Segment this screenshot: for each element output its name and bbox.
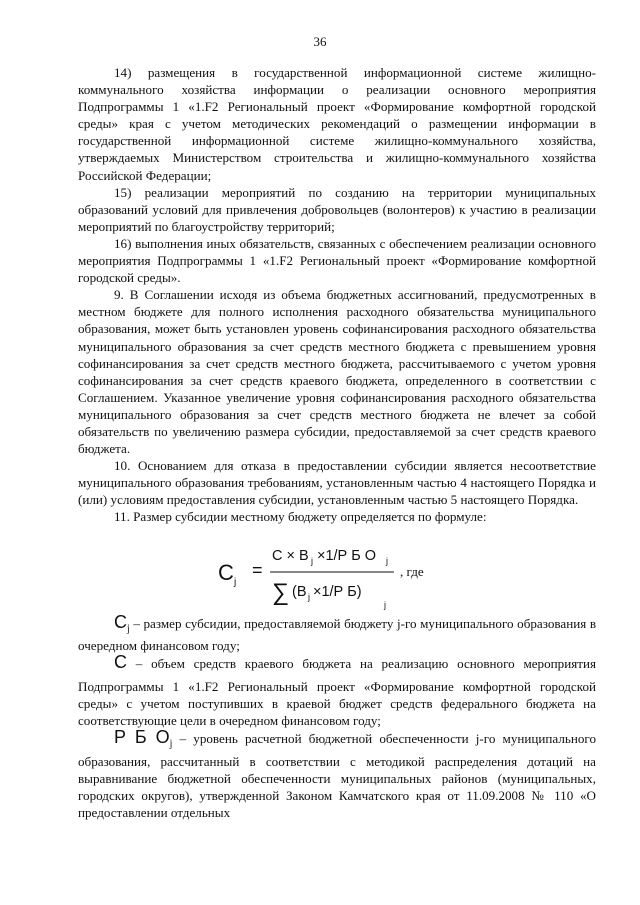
definition-text: – размер субсидии, предоставляемой бюджету j-го муниципального образования в очередном финансовом году; <box>78 615 596 654</box>
paragraph-item-16: 16) выполнения иных обязательств, связанных с обеспечением реализации основного мероприятия Подпрограммы 1 «1.F2 Региональный проект «Формирование комфортной городской среды». <box>78 235 596 286</box>
paragraph-item-15: 15) реализации мероприятий по созданию на территории муниципальных образований условий для привлечения добровольцев (волонтеров) к участию в реализации мероприятий по благоустройству территорий; <box>78 184 596 234</box>
formula-lhs: C <box>218 559 234 585</box>
paragraph-section-10: 10. Основанием для отказа в предоставлении субсидии является несоответствие муниципального образования требованиям, установленным частью 4 настоящего Порядка и (или) условиям предоставления субсидии, установленным частью 5 настоящего Порядка. <box>78 458 596 508</box>
formula-sum-sign: ∑ <box>272 578 290 606</box>
subsidy-formula <box>78 530 596 614</box>
definition-symbol: Р Б О <box>114 727 170 748</box>
definition-symbol-sub: j <box>169 738 173 750</box>
formula-denominator: (B <box>292 583 307 600</box>
definition-text: – объем средств краевого бюджета на реализацию основного мероприятия Подпрограммы 1 «1.F2 Региональный проект «Формирование комфортной городской среды» с учетом поступивших в краевой бюджет средств федерального бюджета на соответствующие цели в очередном финансовом году; <box>78 656 596 729</box>
page-number: 36 <box>313 34 327 49</box>
paragraph-section-9: 9. В Соглашении исходя из объема бюджетных ассигнований, предусмотренных в местном бюджете для полного исполнения расходного обязательства муниципального образования, может быть установлен уровень софинансирования расходного обязательства муниципального образования за счет средств местного бюджета с превышением уровня софинансирования за счет средств местного бюджета, рассчитываемого с учетом уровня софинансирования за счет средств краевого бюджета, определенного в соответствии с Соглашением. Указанное увеличение уровня софинансирования расходного обязательства муниципального образования за счет средств местного бюджета не влечет за собой обязательств по увеличению размера субсидии, предоставляемой за счет средств краевого бюджета. <box>78 287 596 457</box>
definition-symbol-sub: j <box>127 623 130 635</box>
definition-cj <box>78 611 596 655</box>
formula-lhs-sub: j <box>234 576 237 588</box>
formula-numerator-sub: j <box>311 555 313 566</box>
definition-text: – уровень расчетной бюджетной обеспеченности j-го муниципального образования, рассчитанный в соответствии с методикой распределения дотаций на выравнивание бюджетной обеспеченности муниципальных районов (муниципальных, городских округов), утвержденной Законом Камчатского края от 11.09.2008 № 110 «О предоставлении отдельных <box>78 731 596 821</box>
formula-denominator-rest: ×1/Р Б) <box>313 583 362 600</box>
formula-equals: = <box>252 559 263 580</box>
formula-graphic <box>216 530 396 614</box>
document-body <box>78 64 596 821</box>
formula-numerator: C × B <box>272 547 309 564</box>
paragraph-item-14: 14) размещения в государственной информационной системе жилищно-коммунального хозяйства информации о реализации основного мероприятия Подпрограммы 1 «1.F2 Региональный проект «Формирование комфортной городской среды» края с учетом методических рекомендаций о размещении информации в государственной информационной системе жилищно-коммунального хозяйства, утверждаемых Министерством строительства и жилищно-коммунального хозяйства Российской Федерации; <box>78 65 596 183</box>
formula-denominator-outer-sub: j <box>384 599 386 610</box>
formula-tail: , где <box>400 563 424 579</box>
definition-symbol: C <box>114 611 127 632</box>
formula-numerator-rest-sub: j <box>386 555 388 566</box>
definition-c <box>78 654 596 729</box>
definition-rboj <box>78 729 596 821</box>
definition-symbol: C <box>114 652 127 673</box>
formula-numerator-rest: ×1/Р Б О <box>317 547 377 564</box>
paragraph-section-11: 11. Размер субсидии местному бюджету определяется по формуле: <box>114 509 487 525</box>
formula-denominator-sub: j <box>308 591 310 602</box>
